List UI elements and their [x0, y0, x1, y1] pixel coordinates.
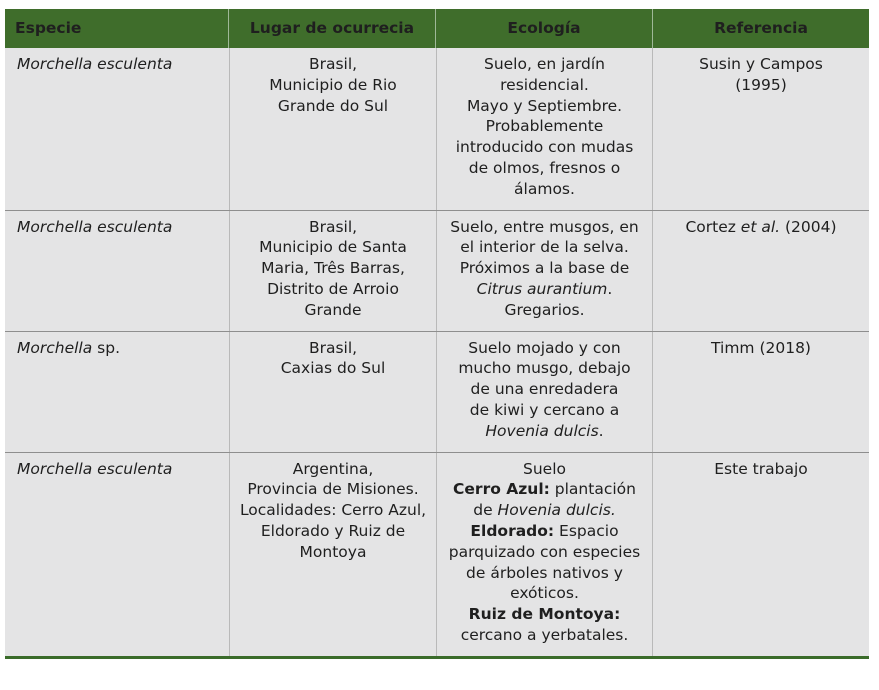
cell-ecologia: Suelo Cerro Azul: plantación de Hovenia dulcis. Eldorado: Espacio parquizado con especies de árboles nativos y exóticos. Ruiz de Montoya: cercano a yerbatales. [436, 453, 653, 656]
cell-especie: Morchella esculenta [17, 459, 173, 478]
cell-especie: Morchella esculenta [17, 217, 173, 236]
table-row [5, 332, 869, 452]
cell-referencia: Susin y Campos (1995) [699, 55, 823, 94]
cell-especie: Morchella esculenta [17, 55, 173, 73]
cell-referencia: Cortez et al. (2004) [685, 217, 837, 236]
cell-lugar: Argentina, Provincia de Misiones. Localidades: Cerro Azul, Eldorado y Ruiz de Montoya [229, 453, 436, 656]
cell-lugar: Brasil, Municipio de Santa Maria, Três Barras, Distrito de Arroio Grande [229, 211, 436, 331]
species-table [5, 9, 869, 659]
table-row [5, 211, 869, 331]
cell-ecologia: Suelo, entre musgos, en el interior de la selva. Próximos a la base de Citrus aurantium. Gregarios. [436, 211, 653, 331]
header-especie: Especie [5, 9, 229, 48]
table-header [5, 9, 869, 48]
cell-especie: Morchella sp. [17, 338, 121, 357]
cell-referencia: Este trabajo [714, 459, 808, 478]
table-row [5, 453, 869, 656]
header-referencia: Referencia [714, 19, 808, 38]
table-row [5, 48, 869, 210]
header-ecologia: Ecología [436, 9, 653, 48]
cell-ecologia: Suelo mojado y con mucho musgo, debajo de una enredadera de kiwi y cercano a Hovenia dulcis. [436, 332, 653, 452]
header-lugar: Lugar de ocurrecia [229, 9, 436, 48]
cell-lugar: Brasil, Municipio de Rio Grande do Sul [229, 48, 436, 210]
cell-lugar: Brasil, Caxias do Sul [229, 332, 436, 452]
cell-ecologia: Suelo, en jardín residencial. Mayo y Septiembre. Probablemente introducido con mudas de olmos, fresnos o álamos. [436, 48, 653, 210]
cell-referencia: Timm (2018) [711, 338, 811, 357]
